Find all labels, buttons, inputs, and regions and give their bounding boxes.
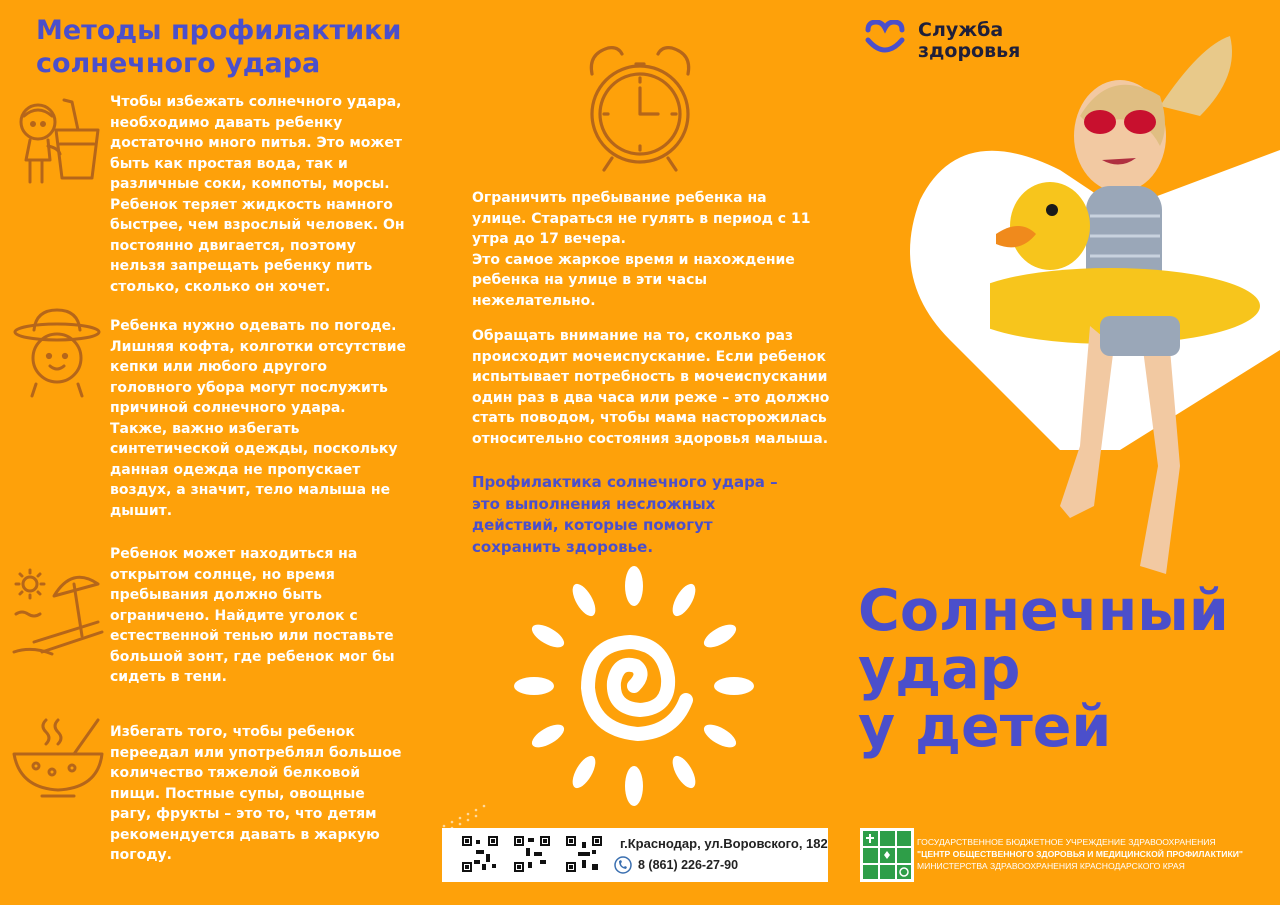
left-paragraph-4: Избегать того, чтобы ребенок переедал или употреблял большое количество тяжелой белковой пищи. Постные супы, овощные рагу, фрукты – это то, что детям рекомендуется давать в жаркую погоду.	[110, 724, 402, 863]
qr-code-3[interactable]	[566, 836, 602, 872]
child-with-hat-icon	[12, 308, 102, 398]
organization-text: ГОСУДАРСТВЕННОЕ БЮДЖЕТНОЕ УЧРЕЖДЕНИЕ ЗДРАВООХРАНЕНИЯ "ЦЕНТР ОБЩЕСТВЕННОГО ЗДОРОВЬЯ И МЕДИЦИНСКОЙ ПРОФИЛАКТИКИ" МИНИСТЕРСТВА ЗДРАВООХРАНЕНИЯ КРАСНОДАРСКОГО КРАЯ	[917, 837, 1243, 871]
qr-code-1[interactable]	[462, 836, 498, 872]
left-title: Методы профилактики солнечного удара	[36, 15, 402, 79]
middle-paragraph-1: Ограничить пребывание ребенка на улице. Стараться не гулять в период с 11 утра до 17 вечера. Это самое жаркое время и нахождение ребенка на улице в эти часы нежелательно.	[472, 190, 811, 309]
address-text: г.Краснодар, ул.Воровского, 182	[620, 836, 828, 851]
left-paragraph-2: Ребенка нужно одевать по погоде. Лишняя кофта, колготки отсутствие кепки или любого другого головного убора могут послужить причиной солнечного удара. Также, важно избегать синтетической одежды, поскольку данная одежда не пропускает воздух, а значит, тело малыша не дышит.	[110, 318, 407, 519]
child-with-duck-float-photo	[990, 26, 1280, 582]
beach-umbrella-icon	[12, 566, 106, 660]
qr-code-2[interactable]	[514, 836, 550, 872]
contact-box	[442, 828, 828, 882]
middle-paragraph-2: Обращать внимание на то, сколько раз происходит мочеиспускание. Если ребенок испытывает потребность в мочеиспускании один раз в два часа или реже – это должно стать поводом, чтобы мама насторожилась относительно состояния здоровья малыша.	[472, 328, 830, 447]
middle-highlight: Профилактика солнечного удара – это выполнения несложных действий, которые помогут сохранить здоровье.	[472, 473, 778, 556]
heart-logo-icon	[864, 20, 906, 60]
soup-bowl-icon	[12, 716, 104, 800]
left-paragraph-1: Чтобы избежать солнечного удара, необходимо давать ребенку достаточно много питья. Это может быть как простая вода, так и различные соки, компоты, морсы. Ребенок теряет жидкость намного быстрее, чем взрослый человек. Он постоянно двигается, поэтому нельзя запрещать ребенку пить столько, сколько он хочет.	[110, 94, 405, 295]
sun-spiral-illustration	[514, 566, 754, 806]
phone-icon	[614, 856, 632, 874]
phone-text[interactable]: 8 (861) 226-27-90	[638, 858, 739, 872]
logo-text: Служба здоровья	[918, 19, 1021, 62]
left-paragraph-3: Ребенок может находиться на открытом солнце, но время пребывания должно быть ограничено. Найдите уголок с естественной тенью или поставьте большой зонт, где ребенок мог бы сидеть в тени.	[110, 546, 395, 685]
child-drinking-icon	[8, 96, 104, 188]
main-title: Солнечный удар у детей	[858, 578, 1229, 760]
alarm-clock-icon	[584, 44, 696, 178]
dotted-decoration	[438, 800, 498, 830]
organization-logo-icon	[860, 828, 914, 882]
